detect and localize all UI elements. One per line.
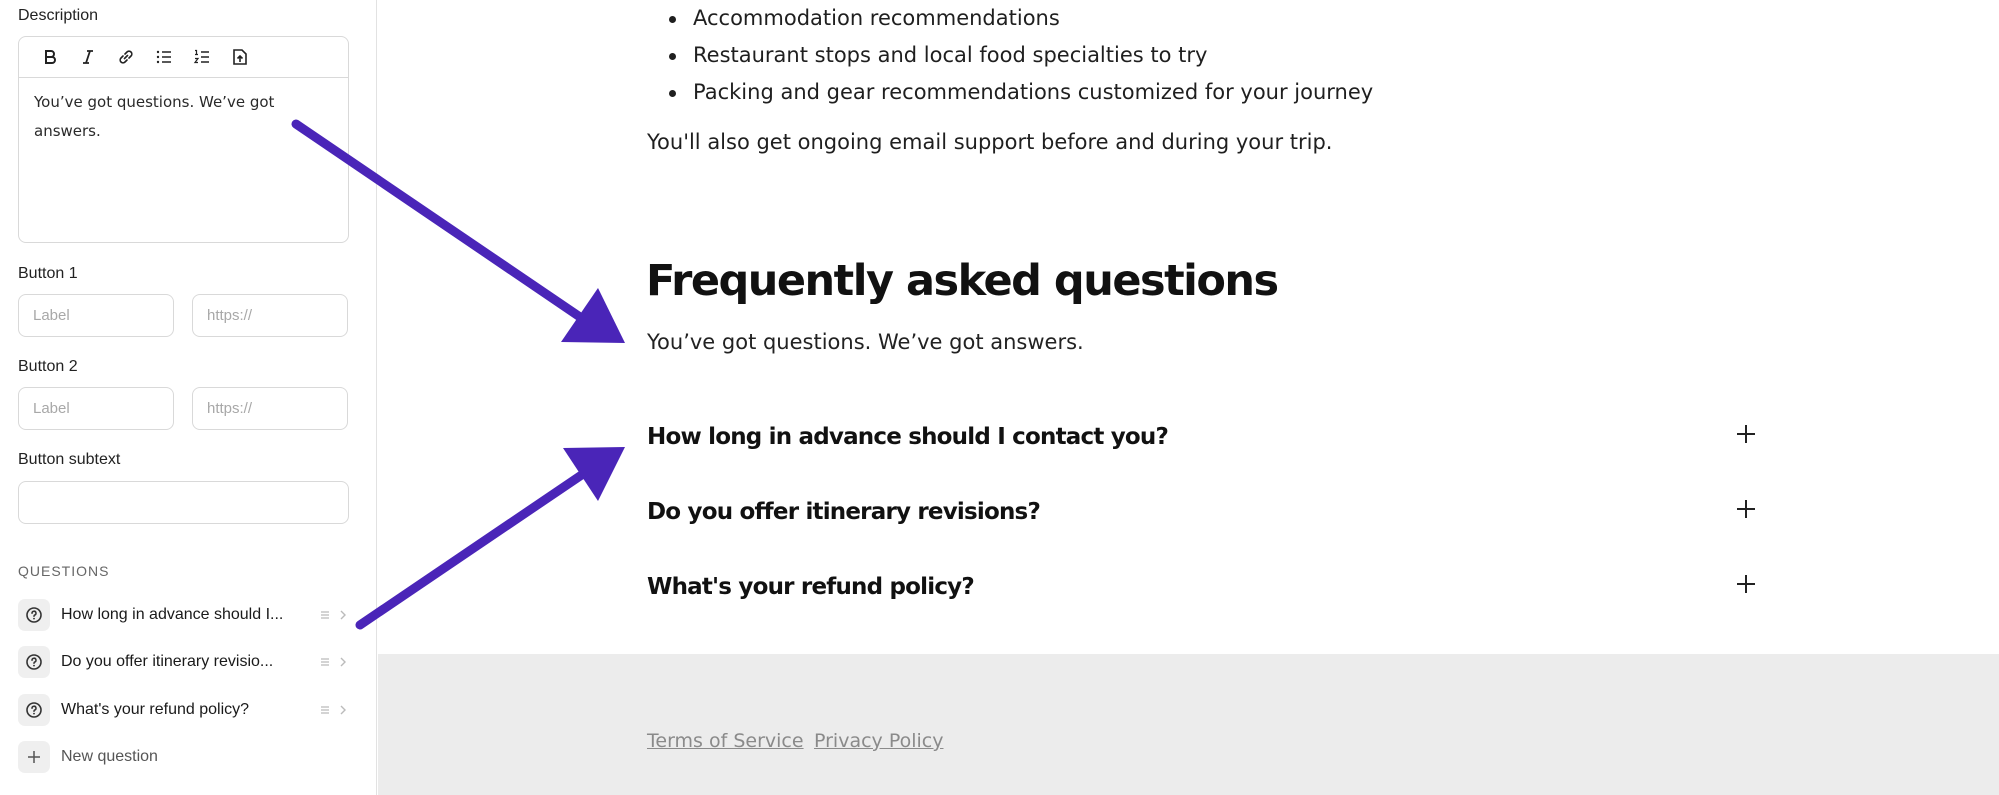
faq-question-text: How long in advance should I contact you? xyxy=(647,424,1169,450)
upload-file-icon[interactable] xyxy=(227,44,253,70)
bullet-list-icon[interactable] xyxy=(151,44,177,70)
faq-question[interactable] xyxy=(647,495,1747,529)
question-item-label: Do you offer itinerary revisio... xyxy=(61,653,274,670)
question-list-item[interactable] xyxy=(18,597,349,633)
bold-icon[interactable] xyxy=(37,44,63,70)
drag-handle-icon[interactable] xyxy=(319,609,331,621)
expand-plus-icon[interactable] xyxy=(1734,572,1758,596)
editor-toolbar xyxy=(19,37,348,78)
button1-url-input[interactable]: https:// xyxy=(192,294,348,337)
button-subtext-label: Button subtext xyxy=(18,451,121,468)
expand-plus-icon[interactable] xyxy=(1734,422,1758,446)
description-text[interactable]: You’ve got questions. We’ve got answers. xyxy=(34,93,275,140)
faq-question[interactable] xyxy=(647,420,1747,454)
button2-url-input[interactable]: https:// xyxy=(192,387,348,430)
expand-plus-icon[interactable] xyxy=(1734,497,1758,521)
list-item: Accommodation recommendations xyxy=(647,0,1373,37)
question-circle-icon xyxy=(18,646,50,678)
support-text: You'll also get ongoing email support before and during your trip. xyxy=(647,130,1333,154)
service-bullet-list xyxy=(647,0,1373,111)
faq-question[interactable] xyxy=(647,570,1747,604)
description-label: Description xyxy=(18,7,99,24)
chevron-right-icon[interactable] xyxy=(337,704,349,716)
questions-heading: QUESTIONS xyxy=(18,563,110,579)
italic-icon[interactable] xyxy=(75,44,101,70)
page-footer xyxy=(378,654,1999,795)
faq-question-text: What's your refund policy? xyxy=(647,574,974,600)
drag-handle-icon[interactable] xyxy=(319,704,331,716)
button1-label-input[interactable]: Label xyxy=(18,294,174,337)
question-list-item[interactable] xyxy=(18,692,349,728)
page-preview xyxy=(378,0,1999,795)
faq-title: Frequently asked questions xyxy=(646,256,1278,306)
button2-label-input[interactable]: Label xyxy=(18,387,174,430)
list-item: Restaurant stops and local food specialties to try xyxy=(647,37,1373,74)
button2-label: Button 2 xyxy=(18,358,78,375)
numbered-list-icon[interactable] xyxy=(189,44,215,70)
button1-label: Button 1 xyxy=(18,265,78,282)
faq-question-text: Do you offer itinerary revisions? xyxy=(647,499,1040,525)
list-item: Packing and gear recommendations customized for your journey xyxy=(647,74,1373,111)
faq-subtitle: You’ve got questions. We’ve got answers. xyxy=(647,330,1084,354)
question-circle-icon xyxy=(18,694,50,726)
settings-sidebar xyxy=(0,0,377,795)
privacy-policy-link[interactable]: Privacy Policy xyxy=(814,730,944,752)
link-icon[interactable] xyxy=(113,44,139,70)
drag-handle-icon[interactable] xyxy=(319,656,331,668)
plus-icon xyxy=(18,741,50,773)
terms-of-service-link[interactable]: Terms of Service xyxy=(647,730,804,752)
chevron-right-icon[interactable] xyxy=(337,656,349,668)
chevron-right-icon[interactable] xyxy=(337,609,349,621)
question-item-label: What's your refund policy? xyxy=(61,701,250,718)
new-question-button[interactable] xyxy=(18,739,349,775)
question-list-item[interactable] xyxy=(18,644,349,680)
button-subtext-input[interactable] xyxy=(18,481,349,524)
new-question-label: New question xyxy=(61,748,158,765)
question-circle-icon xyxy=(18,599,50,631)
question-item-label: How long in advance should I... xyxy=(61,606,284,623)
description-editor[interactable] xyxy=(18,36,349,243)
